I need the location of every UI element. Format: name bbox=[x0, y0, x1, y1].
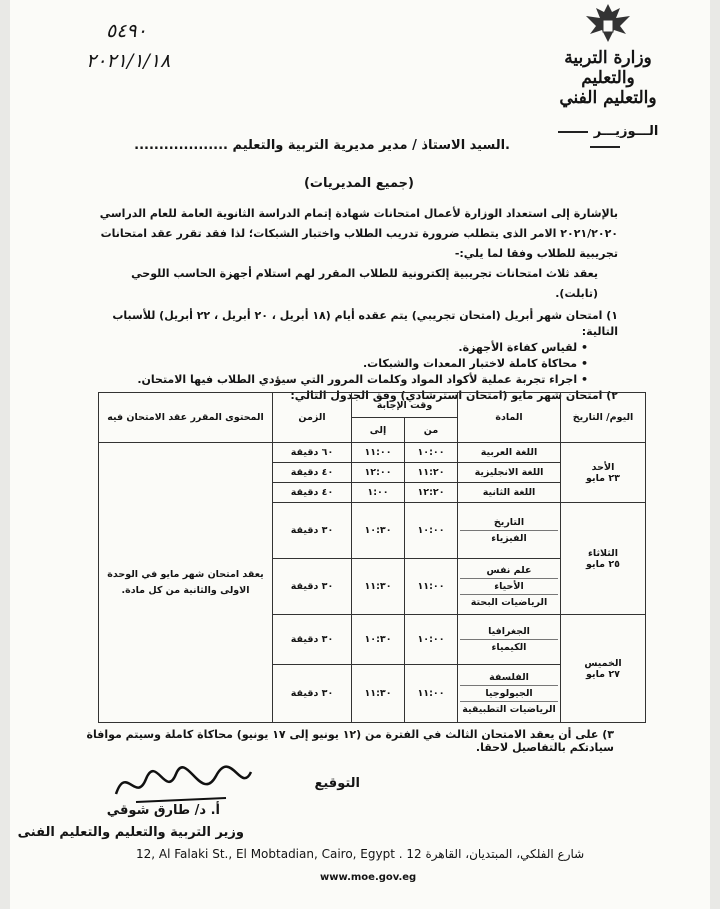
from-cell: ١١:٠٠ bbox=[405, 665, 458, 723]
to-cell: ١١:٣٠ bbox=[352, 559, 405, 615]
handwritten-ref-number: ٥٤٩٠ bbox=[106, 20, 147, 42]
from-cell: ١١:٠٠ bbox=[405, 559, 458, 615]
subject-cell: الجغرافيا الكيمياء bbox=[458, 615, 561, 665]
from-cell: ١٠:٠٠ bbox=[405, 503, 458, 559]
subject-cell: التاريخ الفيزياء bbox=[458, 503, 561, 559]
minister-label: الـــوزيـــر bbox=[540, 124, 670, 154]
duration-cell: ٣٠ دقيقة bbox=[273, 559, 352, 615]
signer-name: أ. د/ طارق شوقي bbox=[106, 803, 220, 818]
to-cell: ١٠:٣٠ bbox=[352, 615, 405, 665]
footer-address: 12, Al Falaki St., El Mobtadian, Cairo, Egypt . 12 شارع الفلكي، المبتديان، القاهرة bbox=[136, 847, 585, 861]
addressee: .السيد الاستاذ / مدير مديرية التربية والتعليم ................... bbox=[134, 138, 510, 153]
duration-cell: ٦٠ دقيقة bbox=[273, 443, 352, 463]
to-cell: ١٠:٣٠ bbox=[352, 503, 405, 559]
eagle-emblem-icon bbox=[576, 0, 640, 46]
ministry-line2: والتعليم الفني bbox=[559, 88, 657, 108]
point-1-bullet: • لقياس كفاءة الأجهزة. bbox=[98, 340, 618, 356]
signer-title: وزير التربية والتعليم والتعليم الفنى bbox=[17, 825, 244, 840]
recipients: (جميع المديريات) bbox=[303, 176, 414, 191]
content-cell: يعقد امتحان شهر مايو في الوحدة الاولى والثانية من كل مادة. bbox=[99, 443, 273, 723]
duration-cell: ٣٠ دقيقة bbox=[273, 665, 352, 723]
day-cell: الخميس ٢٧ مايو bbox=[561, 615, 646, 723]
ministry-line1: وزارة التربية والتعليم bbox=[564, 48, 652, 88]
to-cell: ١١:٠٠ bbox=[352, 443, 405, 463]
header-from: من bbox=[405, 418, 458, 443]
from-cell: ١٠:٠٠ bbox=[405, 443, 458, 463]
footer-website: www.moe.gov.eg bbox=[320, 872, 417, 883]
point-1-bullet: • محاكاة كاملة لاختبار المعدات والشبكات. bbox=[98, 356, 618, 372]
duration-cell: ٤٠ دقيقة bbox=[273, 483, 352, 503]
subject-cell: علم نفس الأحياء الرياضيات البحتة bbox=[458, 559, 561, 615]
point-1-title: ١) امتحان شهر أبريل (امتحان تجريبي) يتم عقده أيام (١٨ أبريل ، ٢٠ أبريل ، ٢٢ أبريل) للأسباب التالية: bbox=[112, 309, 618, 338]
subintro-paragraph: يعقد ثلاث امتحانات تجريبية إلكترونية للطلاب المقرر لهم استلام أجهزة الحاسب اللوحي (تابلت). bbox=[131, 267, 598, 300]
duration-cell: ٣٠ دقيقة bbox=[273, 503, 352, 559]
header-to: إلى bbox=[352, 418, 405, 443]
header-duration: الزمن bbox=[273, 393, 352, 443]
subject-cell: اللغة الثانية bbox=[458, 483, 561, 503]
to-cell: ١١:٣٠ bbox=[352, 665, 405, 723]
header-day-date: اليوم/ التاريخ bbox=[561, 393, 646, 443]
body-text bbox=[98, 204, 618, 404]
intro-paragraph: بالإشارة إلى استعداد الوزارة لأعمال امتحانات شهادة إتمام الدراسة الثانوية العامة للعام الدراسي ٢٠٢١/٢٠٢٠ الامر الذى يتطلب ضرورة تدريب الطلاب واختبار الشبكات؛ لذا فقد تقرر عقد امتحانات تجريبية للطلاب وفقا لما يلي:- bbox=[99, 207, 618, 260]
from-cell: ١٢:٢٠ bbox=[405, 483, 458, 503]
subject-cell: اللغة العربية bbox=[458, 443, 561, 463]
subject-cell: الفلسفة الجيولوجيا الرياضيات التطبيقية bbox=[458, 665, 561, 723]
to-cell: ١٢:٠٠ bbox=[352, 463, 405, 483]
day-cell: الأحد ٢٣ مايو bbox=[561, 443, 646, 503]
point-3: ٣) على أن يعقد الامتحان الثالث في الفترة من (١٢ يونيو إلى ١٧ يونيو) محاكاة كاملة وسيتم موافاة سيادتكم بالتفاصيل لاحقا. bbox=[86, 728, 614, 754]
point-2-title: ٢) امتحان شهر مايو (امتحان استرشادي) وفق الجدول التالي: bbox=[290, 389, 618, 402]
duration-cell: ٣٠ دقيقة bbox=[273, 615, 352, 665]
letter-page bbox=[10, 0, 710, 909]
to-cell: ١:٠٠ bbox=[352, 483, 405, 503]
header-exam-time: وقت الإجابة bbox=[352, 393, 458, 418]
day-cell: الثلاثاء ٢٥ مايو bbox=[561, 503, 646, 615]
header-subject: المادة bbox=[458, 393, 561, 443]
from-cell: ١٠:٠٠ bbox=[405, 615, 458, 665]
point-1-bullet: • اجراء تجربة عملية لأكواد المواد وكلمات المرور التي سيؤدي الطلاب فيها الامتحان. bbox=[98, 372, 618, 388]
signature-label: التوقيع bbox=[314, 776, 360, 791]
duration-cell: ٤٠ دقيقة bbox=[273, 463, 352, 483]
ministry-heading bbox=[548, 48, 668, 108]
from-cell: ١١:٢٠ bbox=[405, 463, 458, 483]
handwritten-date: ٢٠٢١/١/١٨ bbox=[86, 50, 171, 72]
header-content: المحتوى المقرر عقد الامتحان فيه bbox=[99, 393, 273, 443]
subject-cell: اللغة الانجليزية bbox=[458, 463, 561, 483]
